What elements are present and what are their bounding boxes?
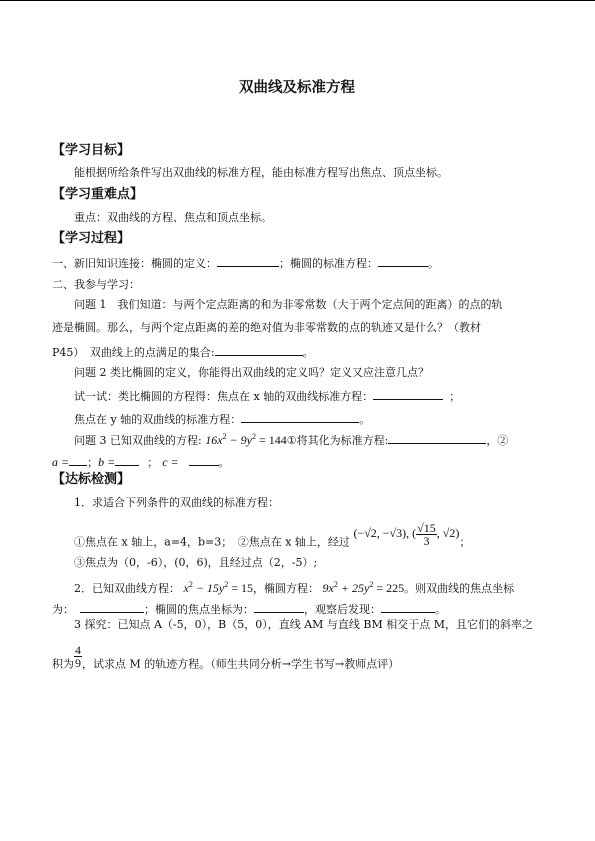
set-label: P45） 双曲线上的点满足的集合: [52,346,215,359]
ellipse-def-blank[interactable] [217,255,279,267]
observe-label: ，观察后发现： [304,603,381,616]
semicolon: ； [449,390,461,403]
ellipse-eq: $9x^2 + 25y^2 = 225$ [322,580,405,595]
goal-heading: 【学习目标】 [52,143,131,158]
check-q1: 1．求适合下列条件的双曲线的标准方程： [74,496,279,509]
check-q3-line1: 3 探究：已知点 A（-5，0），B（5，0），直线 AM 与直线 BM 相交于点 M，且它们的斜率之 [74,618,534,631]
check-q1-c3: ③焦点为（0，-6），(0，6)，且经过点（2，-5）; [74,556,318,569]
a-label: a = [52,455,70,469]
check-heading: 【达标检测】 [52,472,131,487]
check-q2-line2 [52,601,446,617]
ellipse-focus-label: ；椭圆的焦点坐标为： [144,603,254,616]
knowledge-link-line [52,255,439,271]
q1-line-2: 迹是椭圆。那么，与两个定点距离的差的绝对值为非零常数的点的轨迹又是什么？（教材 [52,321,481,334]
point-coordinates: (−√2, −√3), ( $\frac{√15}{3}$ , √2) [353,521,460,548]
y-axis-eq-blank[interactable] [241,411,359,423]
ellipse-eq-blank[interactable] [378,255,428,267]
check-q2-line1 [52,578,514,596]
hyperbola-focus-blank[interactable] [80,601,144,613]
focus-prompt: 。则双曲线的焦点坐标 [404,582,515,595]
product-label: 积为 [52,657,74,671]
slope-product-fraction: $\frac{4}{9}$ [75,643,81,670]
x-axis-eq-label: 试一试：类比椭圆的方程得：焦点在 x 轴的双曲线标准方程： [74,390,374,403]
period: 。 [435,603,446,616]
next-item: ，② [486,434,509,447]
period: 。 [218,456,230,469]
q3-line [52,430,508,448]
hyperbola-label: 2．已知双曲线方程： [74,582,180,595]
q2-text: 问题 2 类比椭圆的定义，你能得出双曲线的定义吗？定义又应注意几点？ [74,366,429,379]
label-wei: 为： [52,603,74,616]
trajectory-task: ，试求点 M 的轨迹方程。（师生共同分析→学生书写→教师点评） [82,657,400,671]
check-q3-line2 [52,643,400,677]
key-text: 重点：双曲线的方程、焦点和顶点坐标。 [74,211,272,224]
c-label: c = [162,455,179,469]
set-blank[interactable] [215,344,303,356]
semicolon: ； [147,456,159,469]
c-blank[interactable] [189,454,219,466]
process-heading: 【学习过程】 [52,231,131,246]
x-axis-eq-blank[interactable] [373,388,443,400]
period: 。 [428,257,439,270]
b-blank[interactable] [115,454,139,466]
b-label: b = [98,455,116,469]
try-line [52,388,460,404]
period: 。 [359,413,371,426]
standard-form-blank[interactable] [388,432,486,444]
ellipse-eq-label: ；椭圆的标准方程： [279,257,378,270]
y-axis-eq-label: 焦点在 y 轴的双曲线的标准方程： [74,413,242,426]
ellipse-focus-blank[interactable] [254,601,304,613]
semicolon: ； [87,456,99,469]
q1-line-1: 问题 1 我们知道：与两个定点距离的和为非零常数（大于两个定点间的距离）的点的轨 [74,298,503,311]
observe-blank[interactable] [381,601,435,613]
hyperbola-eq: $x^2 - 15y^2 = 15$ [183,580,254,595]
semicolon: ； [459,535,471,549]
key-heading: 【学习重难点】 [52,187,144,202]
ellipse-def-label: 一、新旧知识连接：椭圆的定义： [52,257,217,270]
y-axis-line [52,411,370,427]
q3-label: 问题 3 已知双曲线的方程: [74,434,202,447]
standardize-label: ①将其化为标准方程: [286,434,389,447]
a-blank[interactable] [69,454,87,466]
ellipse-label: ，椭圆方程： [253,582,320,595]
abc-line [52,454,230,470]
goal-text: 能根据所给条件写出双曲线的标准方程，能由标准方程写出焦点、顶点坐标。 [74,166,448,179]
period: 。 [302,346,314,359]
conditions-text: ①焦点在 x 轴上，a=4，b=3； ②焦点在 x 轴上，经过 [74,535,350,549]
check-q1-conditions [52,521,471,555]
participate-heading: 二、我参与学习： [52,278,140,291]
hyperbola-equation: $16x^2 - 9y^2 = 144$ [205,432,287,447]
page-title: 双曲线及标准方程 [239,80,355,96]
top-rule [0,0,595,1]
q1-line-3 [52,344,314,360]
